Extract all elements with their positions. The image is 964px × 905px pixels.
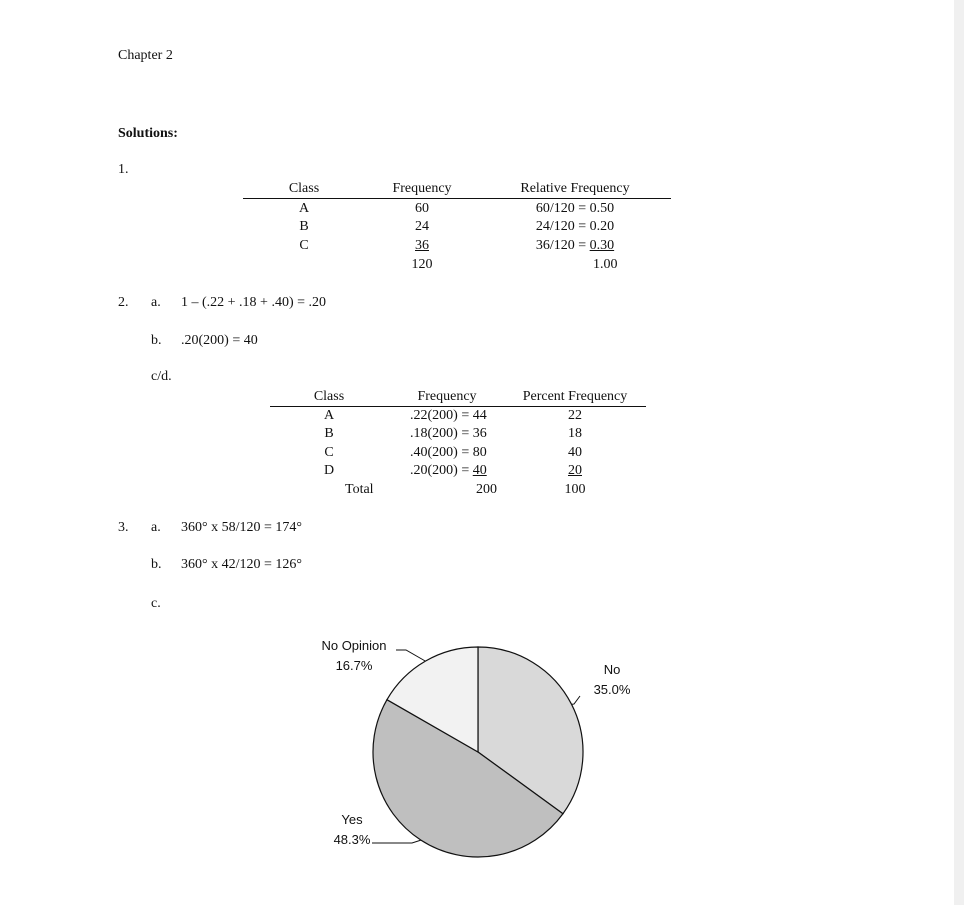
table-cell: B <box>299 219 309 234</box>
table-cell: 24 <box>415 219 429 234</box>
leader-line <box>572 696 580 704</box>
table-cell: 60 <box>415 201 429 216</box>
problem-3-number: 3. <box>118 520 129 535</box>
slice-label: No <box>603 662 621 677</box>
problem-1-number: 1. <box>118 162 129 177</box>
p3b-label: b. <box>151 557 162 572</box>
p2-total-frequency: 200 <box>476 482 497 497</box>
table-cell: 22 <box>568 408 582 423</box>
table-cell: A <box>323 408 335 423</box>
slice-value-label: 48.3% <box>333 832 371 847</box>
relative-underlined: 0.30 <box>589 238 615 253</box>
table-cell: 40 <box>568 445 582 460</box>
table-cell: D <box>323 463 335 478</box>
table-cell: B <box>324 426 334 441</box>
relative-prefix: 36/120 = <box>535 238 590 253</box>
p1-header-frequency: Frequency <box>392 181 452 196</box>
table-cell: 36 <box>415 238 429 253</box>
table-cell: 60/120 = 0.50 <box>535 201 615 216</box>
p1-header-class: Class <box>288 181 320 196</box>
table-cell: C <box>299 238 309 253</box>
p2a-label: a. <box>151 295 161 310</box>
p1-header-relative: Relative Frequency <box>520 181 630 196</box>
p1-total-frequency: 120 <box>411 257 433 272</box>
slice-value-label: 16.7% <box>335 658 373 673</box>
problem-2-number: 2. <box>118 295 129 310</box>
slice-label: No Opinion <box>321 638 387 653</box>
p2-header-class: Class <box>313 389 345 404</box>
p3b-text: 360° x 42/120 = 126° <box>181 557 302 572</box>
scrollbar[interactable] <box>954 0 964 905</box>
slice-value-label: 35.0% <box>593 682 631 697</box>
p2b-text: .20(200) = 40 <box>181 333 258 348</box>
p2-header-frequency: Frequency <box>417 389 477 404</box>
table-cell: .18(200) = 36 <box>410 426 487 441</box>
table-cell: C <box>324 445 334 460</box>
table-cell: A <box>298 201 310 216</box>
p3c-label: c. <box>151 596 161 611</box>
p3a-text: 360° x 58/120 = 174° <box>181 520 302 535</box>
frequency-underlined: 40 <box>472 463 487 478</box>
p2-total-percent: 100 <box>564 482 586 497</box>
p2-header-percent: Percent Frequency <box>522 389 628 404</box>
p3a-label: a. <box>151 520 161 535</box>
table-cell: 24/120 = 0.20 <box>535 219 615 234</box>
frequency-prefix: .20(200) = <box>410 463 473 478</box>
p2a-text: 1 – (.22 + .18 + .40) = .20 <box>181 295 327 310</box>
solutions-heading: Solutions: <box>118 126 178 141</box>
p2b-label: b. <box>151 333 162 348</box>
leader-line <box>396 650 425 661</box>
table-cell: .22(200) = 44 <box>410 408 487 423</box>
p1-total-relative: 1.00 <box>593 257 618 272</box>
p2cd-label: c/d. <box>151 369 172 384</box>
leader-line <box>372 840 421 843</box>
slice-label: Yes <box>341 812 363 827</box>
chapter-heading: Chapter 2 <box>118 48 173 63</box>
p2-total-label: Total <box>345 482 374 497</box>
table-cell: 20 <box>568 463 582 478</box>
table-cell: 18 <box>568 426 582 441</box>
table-cell: .40(200) = 80 <box>410 445 487 460</box>
